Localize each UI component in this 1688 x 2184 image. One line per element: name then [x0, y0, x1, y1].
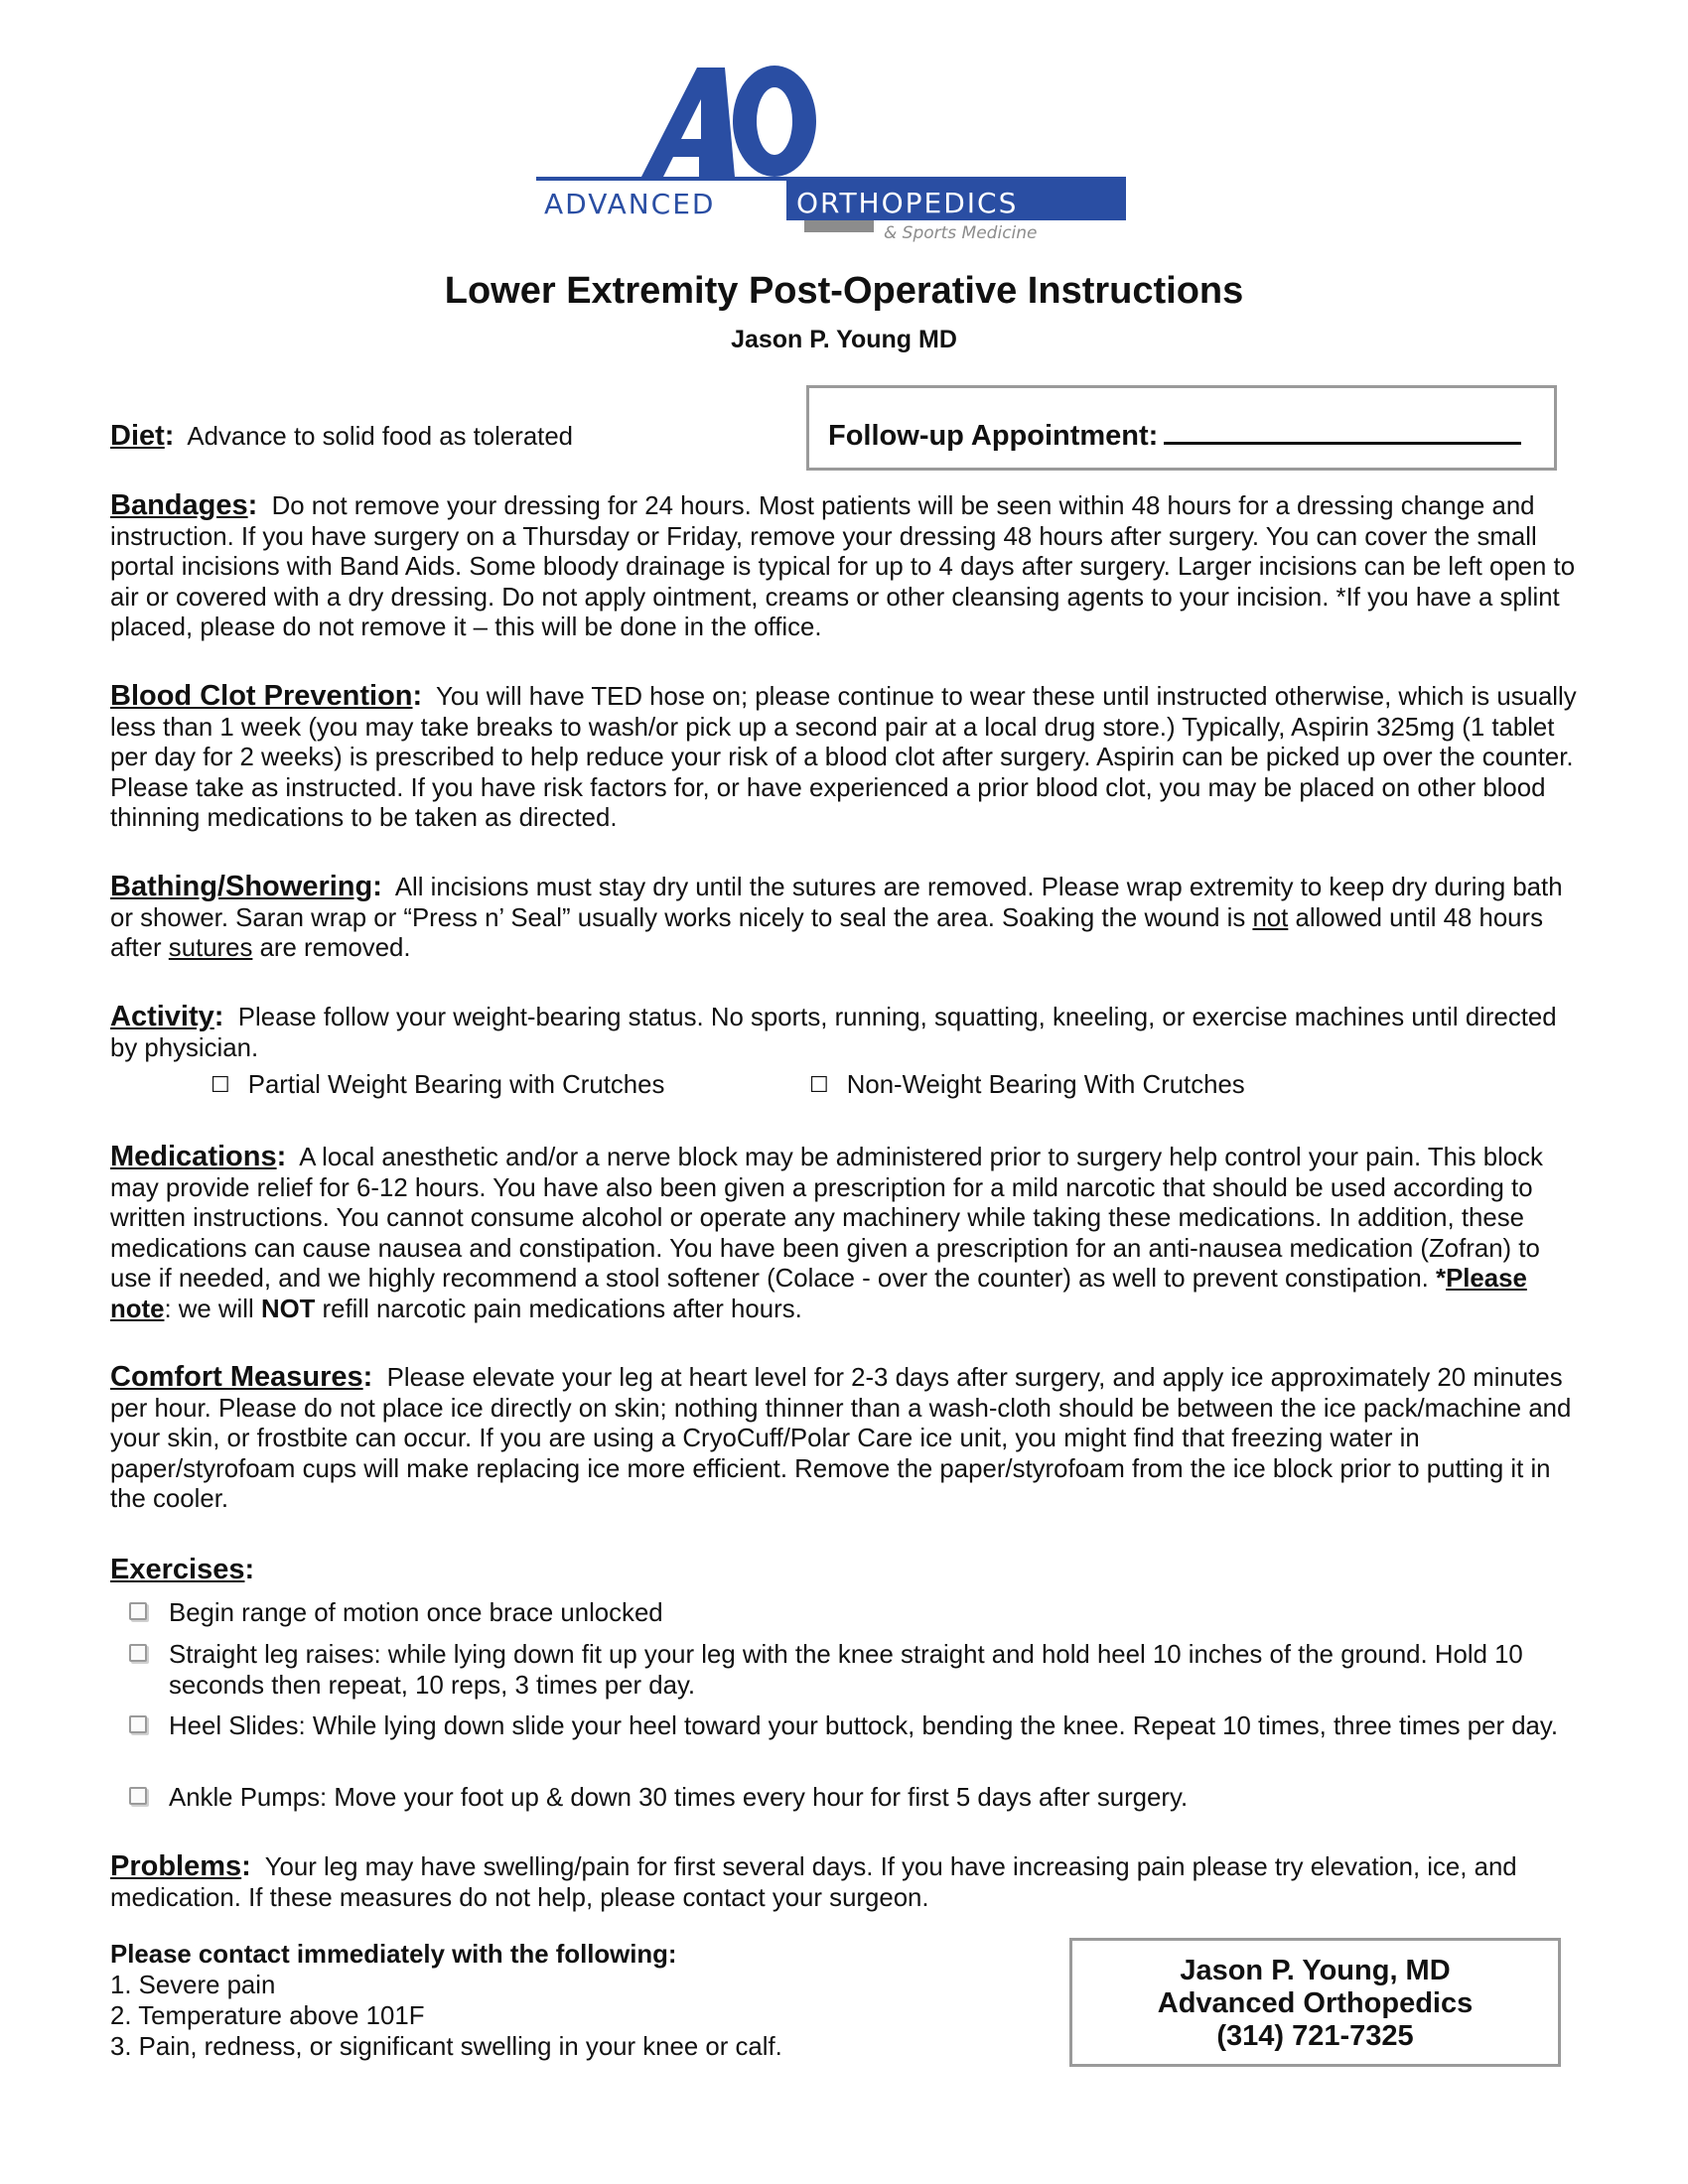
- checkbox-icon[interactable]: [129, 1787, 147, 1805]
- contact-item: 3. Pain, redness, or significant swelling in your knee or calf.: [110, 2033, 782, 2061]
- note-text-a: : we will: [164, 1295, 261, 1323]
- note-star: *: [1436, 1265, 1447, 1294]
- checkbox-icon[interactable]: [129, 1715, 147, 1733]
- activity-heading: Activity: [110, 1001, 214, 1032]
- exercises-heading: Exercises: [110, 1554, 245, 1585]
- contact-immediately-list: [110, 1940, 782, 2063]
- bandages-section: Bandages: Do not remove your dressing for 24 hours. Most patients will be seen within 48 hours for a dressing change and instruction. If you have surgery on a Thursday or Friday, remove your dressing 48 hours after surgery. You can cover the small portal incisions with Band Aids. Some bloody drainage is typical for up to 4 days after surgery. Larger incisions can be left open to air or covered with a dry dressing. Do not apply ointment, creams or other cleansing agents to your incision. *If you have a splint placed, please do not remove it – this will be done in the office.: [110, 489, 1576, 642]
- logo-tagline: & Sports Medicine: [884, 223, 1038, 243]
- logo-word-advanced: ADVANCED: [544, 188, 716, 220]
- note-text-b: refill narcotic pain medications after hours.: [315, 1295, 802, 1323]
- bathing-sutures: sutures: [168, 934, 253, 963]
- blood-clot-heading: Blood Clot Prevention: [110, 680, 413, 712]
- diet-text: Advance to solid food as tolerated: [187, 423, 574, 451]
- bandages-heading: Bandages: [110, 489, 248, 521]
- contact-box-name: Jason P. Young, MD: [1180, 1955, 1451, 1986]
- exercise-item: [129, 1711, 1579, 1742]
- activity-text: Please follow your weight-bearing status. No sports, running, squatting, kneeling, or exercise machines until directed by physician.: [110, 1004, 1557, 1062]
- bathing-heading: Bathing/Showering: [110, 871, 373, 902]
- bathing-not: not: [1252, 903, 1289, 932]
- diet-heading: Diet: [110, 420, 165, 452]
- exercise-item: [129, 1598, 1579, 1629]
- surgeon-contact-box: [1069, 1938, 1561, 2067]
- follow-up-blank-line: [1164, 420, 1521, 445]
- diet-section: Diet: Advance to solid food as tolerated: [110, 420, 574, 452]
- option-non-weight-label: Non-Weight Bearing With Crutches: [846, 1071, 1245, 1099]
- checkbox-icon[interactable]: [129, 1602, 147, 1620]
- follow-up-appointment-box: [806, 385, 1557, 471]
- page-title: Lower Extremity Post-Operative Instructions: [444, 270, 1244, 312]
- blood-clot-text: You will have TED hose on; please continue to wear these until instructed otherwise, which is usually less than 1 week (you may take breaks to wash/or pick up a second pair at a local drug store.) Typically, Aspirin 325mg (1 tablet per day for 2 weeks) is prescribed to help reduce your risk of a blood clot after surgery. Aspirin can be picked up over the counter. Please take as instructed. If you have risk factors for, or have experienced a prior blood clot, you may be placed on other blood thinning medications to be taken as directed.: [110, 683, 1577, 833]
- logo-word-orthopedics: ORTHOPEDICS: [796, 187, 1019, 219]
- exercises-section: Exercises:: [110, 1554, 255, 1585]
- exercise-item-text: Straight leg raises: while lying down fit up your leg with the knee straight and hold heel 10 inches of the ground. Hold 10 seconds then repeat, 10 reps, 3 times per day.: [169, 1641, 1523, 1700]
- bandages-text: Do not remove your dressing for 24 hours. Most patients will be seen within 48 hours for a dressing change and instruction. If you have surgery on a Thursday or Friday, remove your dressing 48 hours after surgery. You can cover the small portal incisions with Band Aids. Some bloody drainage is typical for up to 4 days after surgery. Larger incisions can be left open to air or covered with a dry dressing. Do not apply ointment, creams or other cleansing agents to your incision. *If you have a splint placed, please do not remove it – this will be done in the office.: [110, 492, 1576, 642]
- option-non-weight-bearing[interactable]: [809, 1071, 1245, 1100]
- exercise-item-text: Begin range of motion once brace unlocked: [169, 1599, 663, 1627]
- problems-section: Problems: Your leg may have swelling/pain for first several days. If you have increasing pain please try elevation, ice, and medication. If these measures do not help, please contact your surgeon.: [110, 1850, 1517, 1912]
- exercise-item: [129, 1783, 1579, 1814]
- contact-item: 1. Severe pain: [110, 1972, 276, 1999]
- checkbox-icon[interactable]: ☐: [211, 1072, 230, 1097]
- note-not: NOT: [260, 1295, 316, 1323]
- comfort-section: Comfort Measures: Please elevate your leg at heart level for 2-3 days after surgery, and apply ice approximately 20 minutes per hour. Please do not place ice directly on skin; nothing thinner than a wash-cloth should be between the ice pack/machine and your skin, or frostbite can occur. If you are using a CryoCuff/Polar Care ice unit, you might find that freezing water in paper/styrofoam cups will make replacing ice more efficient. Remove the paper/styrofoam from the ice block prior to putting it in the cooler.: [110, 1361, 1572, 1514]
- blood-clot-section: Blood Clot Prevention: You will have TED hose on; please continue to wear these until instructed otherwise, which is usually less than 1 week (you may take breaks to wash/or pick up a second pair at a local drug store.) Typically, Aspirin 325mg (1 tablet per day for 2 weeks) is prescribed to help reduce your risk of a blood clot after surgery. Aspirin can be picked up over the counter. Please take as instructed. If you have risk factors for, or have experienced a prior blood clot, you may be placed on other blood thinning medications to be taken as directed.: [110, 680, 1577, 833]
- logo-left-rule: [536, 177, 786, 181]
- problems-heading: Problems: [110, 1850, 242, 1882]
- problems-text: Your leg may have swelling/pain for first several days. If you have increasing pain please try elevation, ice, and medication. If these measures do not help, please contact your surgeon.: [110, 1853, 1517, 1912]
- contact-item: 2. Temperature above 101F: [110, 2002, 425, 2030]
- logo-letter-a: [641, 68, 735, 177]
- comfort-text: Please elevate your leg at heart level for 2-3 days after surgery, and apply ice approximately 20 minutes per hour. Please do not place ice directly on skin; nothing thinner than a wash-cloth should be between the ice pack/machine and your skin, or frostbite can occur. If you are using a CryoCuff/Polar Care ice unit, you might find that freezing water in paper/styrofoam cups will make replacing ice more efficient. Remove the paper/styrofoam from the ice block prior to putting it in the cooler.: [110, 1364, 1572, 1514]
- exercise-item-text: Ankle Pumps: Move your foot up & down 30 times every hour for first 5 days after surgery.: [169, 1784, 1189, 1812]
- medications-section: Medications: A local anesthetic and/or a nerve block may be administered prior to surgery help control your pain. This block may provide relief for 6-12 hours. You have also been given a prescription for a mild narcotic that should be used according to written instructions. You cannot consume alcohol or operate any machinery while taking these medications. In addition, these medications can cause nausea and constipation. You have been given a prescription for an anti-nausea medication (Zofran) to use if needed, and we highly recommend a stool softener (Colace - over the counter) as well to prevent constipation. *Please note: we will NOT refill narcotic pain medications after hours.: [110, 1141, 1543, 1323]
- contact-box-phone[interactable]: (314) 721-7325: [1216, 2020, 1414, 2052]
- logo-gray-bar: [804, 220, 874, 232]
- bathing-text-c: are removed.: [252, 934, 411, 963]
- checkbox-icon[interactable]: ☐: [809, 1072, 829, 1097]
- option-partial-label: Partial Weight Bearing with Crutches: [247, 1071, 665, 1099]
- contact-box-practice: Advanced Orthopedics: [1157, 1987, 1474, 2019]
- bathing-text-a: All incisions must stay dry until the sutures are removed. Please wrap extremity to keep dry during bath or shower. Saran wrap or “Press n’ Seal” usually works nicely to seal the area. Soaking the wound is: [110, 874, 1563, 932]
- exercise-item: [129, 1640, 1579, 1701]
- advanced-orthopedics-logo: [536, 60, 1132, 248]
- comfort-heading: Comfort Measures: [110, 1361, 363, 1393]
- bathing-text-b: allowed until 48 hours after: [110, 903, 1544, 963]
- contact-heading: Please contact immediately with the following:: [110, 1941, 677, 1969]
- follow-up-label: Follow-up Appointment:: [828, 420, 1159, 452]
- medications-heading: Medications: [110, 1141, 277, 1172]
- bathing-section: Bathing/Showering: All incisions must stay dry until the sutures are removed. Please wrap extremity to keep dry during bath or shower. Saran wrap or “Press n’ Seal” usually works nicely to seal the area. Soaking the wound is not allowed until 48 hours after sutures are removed.: [110, 871, 1563, 963]
- author-name: Jason P. Young MD: [731, 326, 957, 353]
- please-note-label: Please note: [110, 1265, 1527, 1323]
- medications-text: A local anesthetic and/or a nerve block may be administered prior to surgery help control your pain. This block may provide relief for 6-12 hours. You have also been given a prescription for a mild narcotic that should be used according to written instructions. You cannot consume alcohol or operate any machinery while taking these medications. In addition, these medications can cause nausea and constipation. You have been given a prescription for an anti-nausea medication (Zofran) to use if needed, and we highly recommend a stool softener (Colace - over the counter) as well to prevent constipation.: [110, 1144, 1543, 1294]
- option-partial-weight-bearing[interactable]: [211, 1071, 664, 1100]
- activity-section: Activity: Please follow your weight-bearing status. No sports, running, squatting, kneeling, or exercise machines until directed by physician.: [110, 1001, 1557, 1062]
- checkbox-icon[interactable]: [129, 1644, 147, 1662]
- exercise-item-text: Heel Slides: While lying down slide your heel toward your buttock, bending the knee. Repeat 10 times, three times per day.: [169, 1712, 1559, 1740]
- logo-letter-o-counter: [757, 87, 792, 155]
